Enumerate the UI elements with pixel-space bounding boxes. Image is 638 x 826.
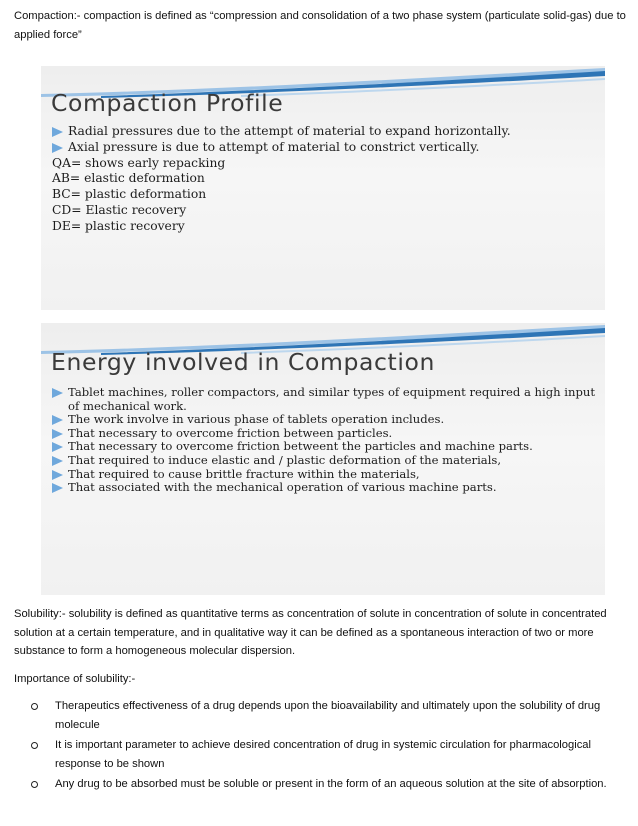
slide-bullet: That required to cause brittle fracture within the materials, — [52, 468, 597, 482]
arrow-bullet-icon — [52, 429, 63, 439]
slide-image-compaction-profile — [41, 66, 605, 310]
arrow-bullet-icon — [52, 483, 63, 493]
slide-bullet-list — [52, 124, 597, 235]
slide-bullet: That necessary to overcome friction between particles. — [52, 427, 597, 441]
slide-title: Compaction Profile — [51, 89, 284, 117]
slide-bullet: Radial pressures due to the attempt of material to expand horizontally. — [52, 124, 597, 140]
slide-bullet: That associated with the mechanical operation of various machine parts. — [52, 481, 597, 495]
slide-bullet-list — [52, 386, 597, 495]
list-item: It is important parameter to achieve desired concentration of drug in systemic circulation for pharmacological response to be shown — [30, 736, 628, 773]
arrow-bullet-icon — [52, 456, 63, 466]
slide-bullet: The work involve in various phase of tablets operation includes. — [52, 413, 597, 427]
importance-heading: Importance of solubility:- — [14, 673, 136, 685]
arrow-bullet-icon — [52, 470, 63, 480]
circle-bullet-icon — [31, 703, 38, 710]
circle-bullet-icon — [31, 781, 38, 788]
slide-line: BC= plastic deformation — [52, 187, 207, 202]
circle-bullet-icon — [31, 742, 38, 749]
slide-bullet: Tablet machines, roller compactors, and similar types of equipment required a high input of mechanical work. — [52, 386, 597, 413]
slide-title: Energy involved in Compaction — [51, 348, 435, 376]
arrow-bullet-icon — [52, 415, 63, 425]
list-item: Therapeutics effectiveness of a drug depends upon the bioavailability and ultimately upon the solubility of drug molecule — [30, 697, 628, 734]
arrow-bullet-icon — [52, 442, 63, 452]
slide-line: AB= elastic deformation — [52, 171, 205, 186]
importance-list — [30, 697, 628, 796]
arrow-bullet-icon — [52, 127, 63, 137]
slide-line: CD= Elastic recovery — [52, 202, 187, 217]
solubility-definition: Solubility:- solubility is defined as quantitative terms as concentration of solute in concentration of solute in concentrated solution at a certain temperature, and in qualitative way it can be defined as a spontaneous interaction of two or more substance to form a homogeneous molecular dispersion. — [14, 608, 607, 657]
slide-line: DE= plastic recovery — [52, 218, 185, 233]
slide-line: QA= shows early repacking — [52, 155, 226, 170]
slide-image-energy-compaction — [41, 323, 605, 595]
slide-bullet: Axial pressure is due to attempt of material to constrict vertically. — [52, 140, 597, 156]
slide-bullet: That required to induce elastic and / plastic deformation of the materials, — [52, 454, 597, 468]
list-item: Any drug to be absorbed must be soluble or present in the form of an aqueous solution at the site of absorption. — [30, 775, 628, 794]
compaction-definition: Compaction:- compaction is defined as “compression and consolidation of a two phase system (particulate solid-gas) due to applied force” — [14, 10, 626, 41]
arrow-bullet-icon — [52, 143, 63, 153]
slide-bullet: That necessary to overcome friction betweent the particles and machine parts. — [52, 440, 597, 454]
arrow-bullet-icon — [52, 388, 63, 398]
